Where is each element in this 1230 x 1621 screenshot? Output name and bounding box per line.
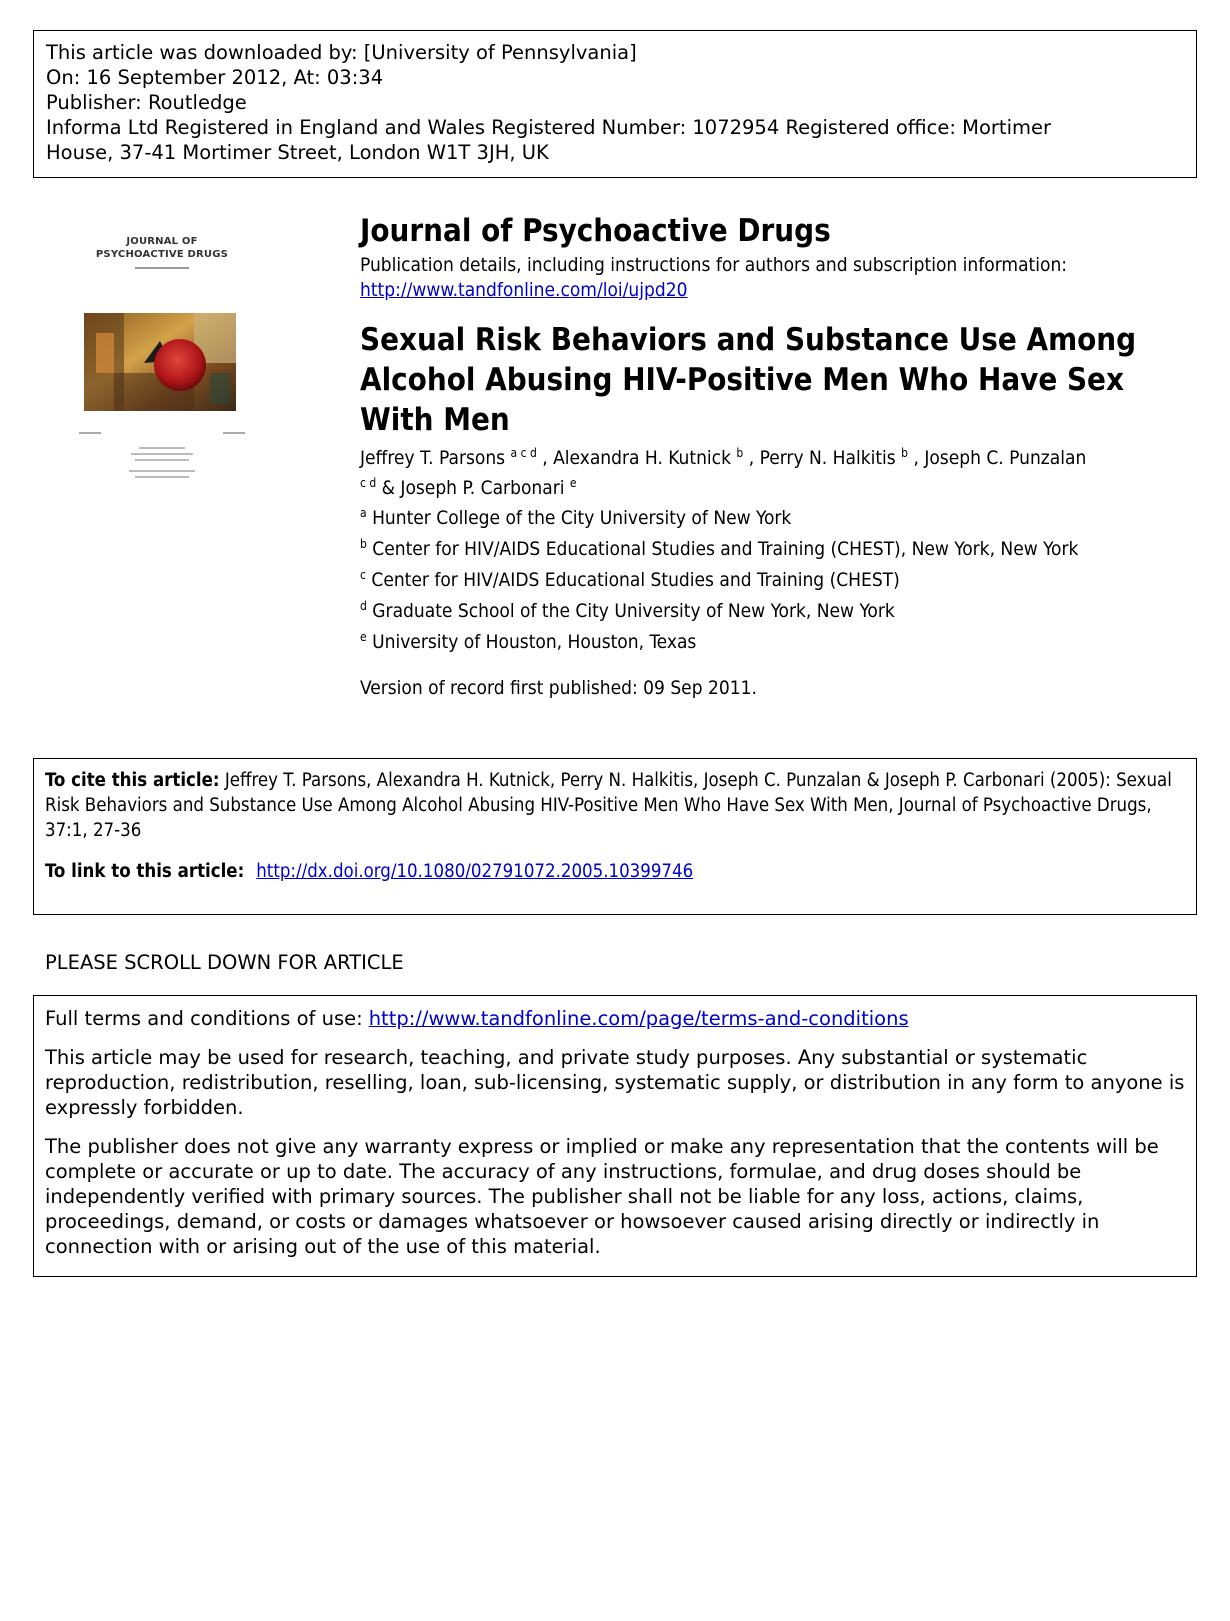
author-superscript: b (736, 446, 744, 460)
cover-footer-mark (139, 447, 185, 449)
affiliation (360, 569, 900, 591)
author-separator: & (376, 477, 401, 499)
author-separator: , (743, 447, 760, 469)
affiliation-text: Hunter College of the City University of New York (372, 507, 792, 529)
affiliation-superscript: c (360, 568, 366, 582)
download-notice-line: Publisher: Routledge (46, 91, 247, 114)
cover-footer-mark (79, 432, 101, 434)
author-separator: , (536, 447, 554, 469)
affiliation-text: Graduate School of the City University of New York, New York (372, 600, 895, 622)
link-label: To link to this article: (45, 861, 245, 882)
journal-cover-image (79, 232, 245, 504)
affiliation (360, 631, 696, 653)
author-name: Perry N. Halkitis (759, 447, 896, 469)
download-notice-line: On: 16 September 2012, At: 03:34 (46, 66, 384, 89)
author-superscript: b (901, 446, 909, 460)
download-notice-box (33, 30, 1197, 178)
affiliation-superscript: d (360, 599, 367, 613)
terms-link[interactable]: http://www.tandfonline.com/page/terms-and-conditions (368, 1007, 909, 1030)
author-superscript: a c d (510, 446, 537, 460)
citation-text: Jeffrey T. Parsons, Alexandra H. Kutnick, Perry N. Halkitis, Joseph C. Punzalan & Joseph P. Carbonari (2005): Sexual Risk Behaviors and Substance Use Among Alcohol Abusing HIV-Positive Men Who Have Sex With Men, Journal of Psychoactive Drugs, 37:1, 27-36 (45, 770, 1172, 841)
affiliation-text: Center for HIV/AIDS Educational Studies and Training (CHEST) (371, 569, 900, 591)
cover-subtitle-mark (135, 267, 189, 269)
affiliation-text: Center for HIV/AIDS Educational Studies and Training (CHEST), New York, New York (372, 538, 1079, 560)
terms-row (45, 1006, 1185, 1031)
author-superscript: c d (360, 476, 377, 490)
author-name: Joseph P. Carbonari (400, 477, 565, 499)
cover-artwork (84, 313, 236, 411)
download-notice-line: Informa Ltd Registered in England and Wales Registered Number: 1072954 Registered office: Mortimer (46, 116, 1051, 139)
author-separator: , (908, 447, 925, 469)
citation (45, 768, 1185, 843)
affiliation-superscript: a (360, 506, 367, 520)
author-name: Joseph C. Punzalan (924, 447, 1087, 469)
cite-label: To cite this article: (45, 770, 220, 791)
affiliation (360, 600, 895, 622)
affiliation-superscript: b (360, 537, 367, 551)
version-of-record: Version of record first published: 09 Sep 2011. (360, 677, 757, 699)
author-name: Alexandra H. Kutnick (553, 447, 731, 469)
affiliation (360, 538, 1078, 560)
publication-details: Publication details, including instructions for authors and subscription information: (360, 254, 1068, 276)
author-name: Jeffrey T. Parsons (360, 447, 506, 469)
doi-link[interactable]: http://dx.doi.org/10.1080/02791072.2005.10399746 (256, 861, 694, 882)
cover-title-line: JOURNAL OF (126, 236, 198, 247)
cover-footer-mark (223, 432, 245, 434)
cover-footer-mark (129, 470, 195, 472)
cover-footer-mark (135, 476, 189, 478)
cover-footer-mark (135, 459, 189, 461)
terms-box (33, 995, 1197, 1277)
article-title: Sexual Risk Behaviors and Substance Use Among Alcohol Abusing HIV-Positive Men Who Have Sex With Men (360, 322, 1137, 438)
author-list (360, 443, 1200, 503)
scroll-notice: PLEASE SCROLL DOWN FOR ARTICLE (45, 951, 404, 974)
citation-box (33, 758, 1197, 915)
download-notice-line: House, 37-41 Mortimer Street, London W1T 3JH, UK (46, 141, 549, 164)
affiliation-superscript: e (360, 630, 367, 644)
author-superscript: e (569, 476, 577, 490)
journal-link[interactable]: http://www.tandfonline.com/loi/ujpd20 (360, 279, 688, 301)
terms-label: Full terms and conditions of use: (45, 1007, 363, 1030)
cover-title-line: PSYCHOACTIVE DRUGS (95, 249, 229, 260)
terms-paragraph: The publisher does not give any warranty express or implied or make any representation that the contents will be complete or accurate or up to date. The accuracy of any instructions, formulae, and drug doses should be independently verified with primary sources. The publisher shall not be liable for any loss, actions, claims, proceedings, demand, or costs or damages whatsoever or howsoever caused arising directly or indirectly in connection with or arising out of the use of this material. (45, 1135, 1159, 1258)
terms-paragraph: This article may be used for research, teaching, and private study purposes. Any substantial or systematic reproduction, redistribution, reselling, loan, sub-licensing, systematic supply, or distribution in any form to anyone is expressly forbidden. (45, 1046, 1185, 1119)
download-notice-line: This article was downloaded by: [University of Pennsylvania] (46, 41, 637, 64)
affiliation (360, 507, 791, 529)
cover-footer-mark (131, 453, 193, 455)
journal-title: Journal of Psychoactive Drugs (360, 213, 831, 249)
article-link-row (45, 859, 1185, 884)
affiliation-text: University of Houston, Houston, Texas (372, 631, 697, 653)
